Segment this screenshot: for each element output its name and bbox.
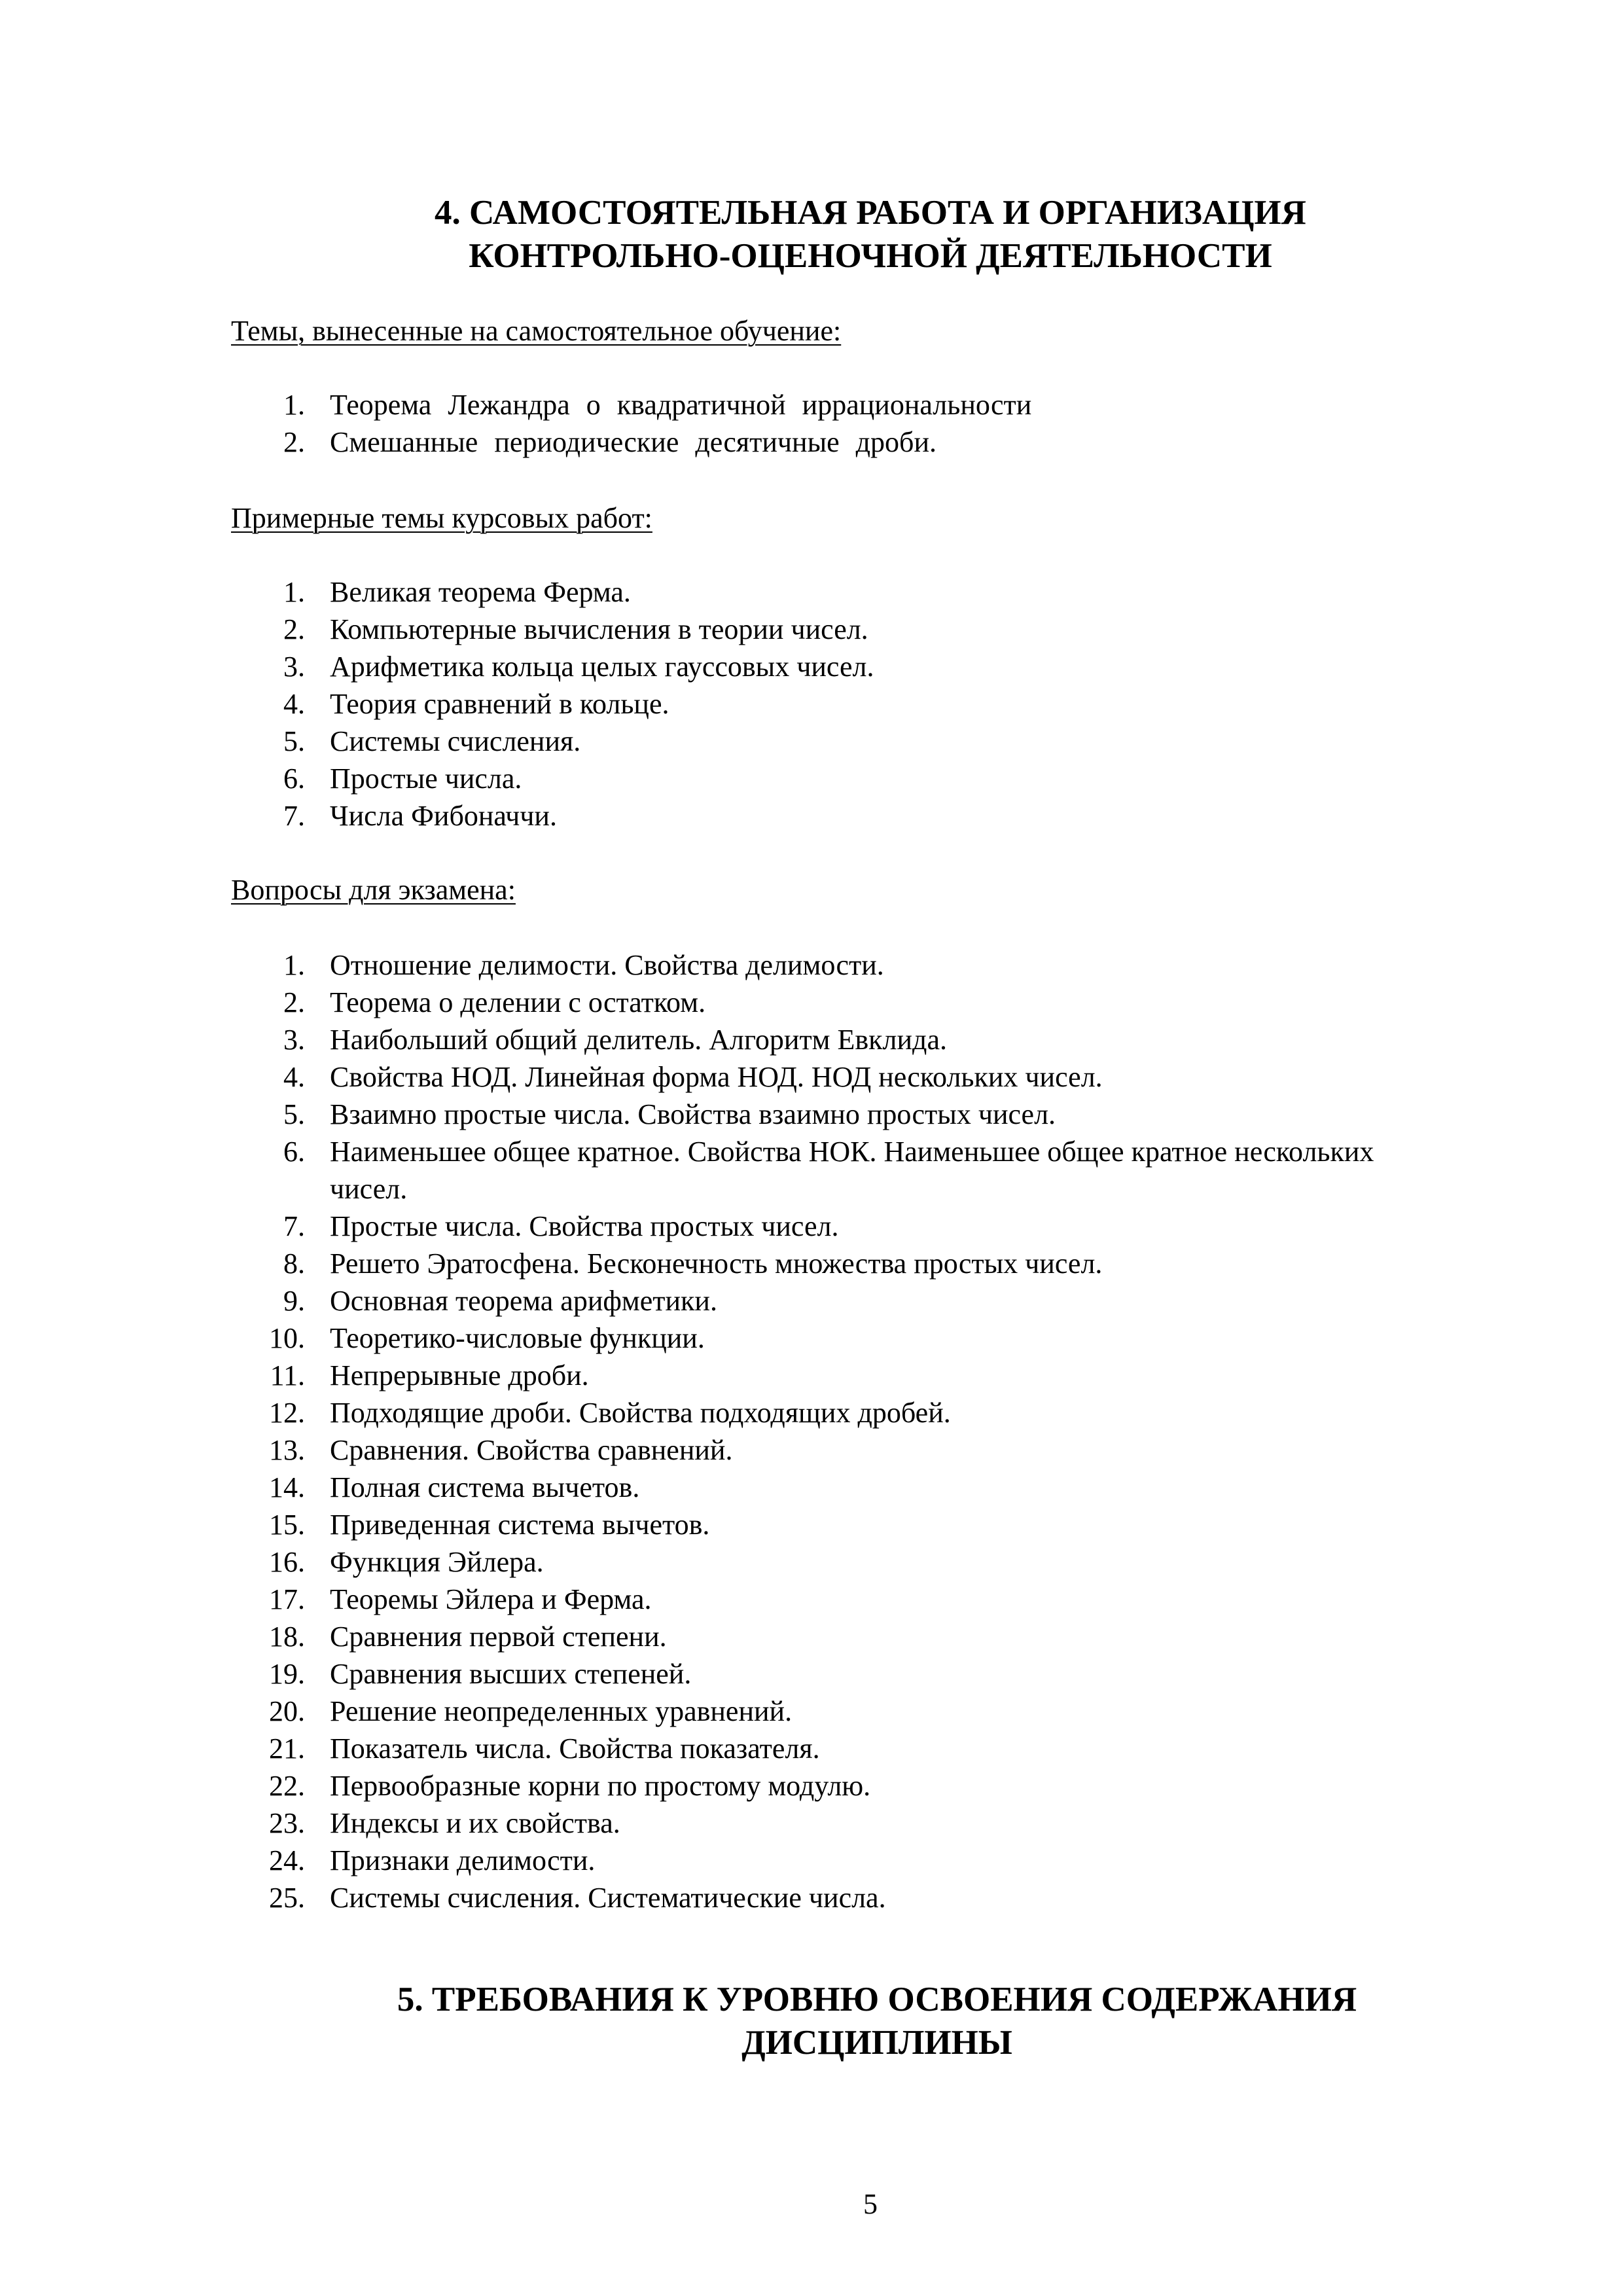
- list-item-number: 5.: [283, 1098, 305, 1130]
- list-item-text: Простые числа. Свойства простых чисел.: [330, 1210, 839, 1242]
- list-item: [0, 573, 1397, 611]
- list-item-text: Основная теорема арифметики.: [330, 1285, 717, 1317]
- list-item: [0, 1208, 1397, 1245]
- list-item-number: 9.: [283, 1285, 305, 1317]
- list-item-number: 2.: [283, 426, 305, 458]
- list-item-number: 3.: [283, 651, 305, 683]
- list-item-number: 4.: [283, 1061, 305, 1093]
- list-item-text: Сравнения первой степени.: [330, 1621, 667, 1653]
- list-item-text: Показатель числа. Свойства показателя.: [330, 1732, 820, 1765]
- coursework-label: Примерные темы курсовых работ:: [231, 502, 652, 534]
- list-item-text: Полная система вычетов.: [330, 1471, 640, 1503]
- list-item-text: Простые числа.: [330, 762, 522, 795]
- exam-questions-list: [0, 946, 1623, 1916]
- list-item: [0, 648, 1397, 685]
- list-item-number: 4.: [283, 688, 305, 720]
- list-item-text: Смешанные периодические десятичные дроби.: [330, 426, 936, 458]
- list-item-number: 20.: [269, 1695, 305, 1727]
- list-item-text: Системы счисления.: [330, 725, 581, 757]
- list-item: [0, 1021, 1397, 1058]
- list-item: [0, 1319, 1397, 1357]
- list-item: [0, 760, 1397, 797]
- list-item-number: 17.: [269, 1583, 305, 1615]
- list-item: [0, 1431, 1397, 1469]
- list-item-number: 15.: [269, 1509, 305, 1541]
- section-4-title-line-1: 4. САМОСТОЯТЕЛЬНАЯ РАБОТА И ОРГАНИЗАЦИЯ: [435, 194, 1306, 232]
- list-item-number: 14.: [269, 1471, 305, 1503]
- list-item-number: 11.: [270, 1359, 305, 1391]
- list-item-text: Сравнения высших степеней.: [330, 1658, 692, 1690]
- list-item-text: Теоретико-числовые функции.: [330, 1322, 705, 1354]
- list-item-number: 25.: [269, 1882, 305, 1914]
- list-item-text: Компьютерные вычисления в теории чисел.: [330, 613, 868, 645]
- list-item: [0, 1879, 1397, 1916]
- list-item-text: Теоремы Эйлера и Ферма.: [330, 1583, 652, 1615]
- list-item: [0, 946, 1397, 984]
- list-item: [0, 1730, 1397, 1767]
- list-item-text: Великая теорема Ферма.: [330, 576, 631, 608]
- list-item: [0, 1058, 1397, 1096]
- section-5-title-line-1: 5. ТРЕБОВАНИЯ К УРОВНЮ ОСВОЕНИЯ СОДЕРЖАНИЯ: [397, 1981, 1357, 2018]
- list-item-text: Решение неопределенных уравнений.: [330, 1695, 793, 1727]
- list-item-text: Отношение делимости. Свойства делимости.: [330, 949, 884, 981]
- exam-questions-label: Вопросы для экзамена:: [231, 874, 516, 906]
- section-4-title: [223, 191, 1518, 278]
- list-item-number: 13.: [269, 1434, 305, 1466]
- list-item-text: Взаимно простые числа. Свойства взаимно простых чисел.: [330, 1098, 1056, 1130]
- list-item-number: 6.: [283, 1136, 305, 1168]
- list-item-text: Наибольший общий делитель. Алгоритм Евклида.: [330, 1024, 947, 1056]
- list-item: [0, 1581, 1397, 1618]
- list-item: [0, 685, 1397, 723]
- list-item-number: 10.: [269, 1322, 305, 1354]
- list-item-number: 19.: [269, 1658, 305, 1690]
- list-item-text: Функция Эйлера.: [330, 1546, 544, 1578]
- list-item-text: Решето Эратосфена. Бесконечность множества простых чисел.: [330, 1247, 1103, 1280]
- list-item: [0, 423, 1397, 461]
- list-item-text: Теорема о делении с остатком.: [330, 986, 706, 1018]
- list-item-text: Индексы и их свойства.: [330, 1807, 620, 1839]
- self-study-list: [0, 386, 1623, 461]
- list-item-text: Непрерывные дроби.: [330, 1359, 589, 1391]
- list-item-number: 24.: [269, 1844, 305, 1876]
- list-item: [0, 1394, 1397, 1431]
- list-item-text: Системы счисления. Систематические числа.: [330, 1882, 886, 1914]
- list-item-text: Теория сравнений в кольце.: [330, 688, 669, 720]
- list-item-number: 7.: [283, 800, 305, 832]
- list-item: [0, 1767, 1397, 1804]
- list-item: [0, 797, 1397, 834]
- list-item: [0, 1506, 1397, 1543]
- list-item-number: 3.: [283, 1024, 305, 1056]
- list-item-number: 1.: [283, 576, 305, 608]
- list-item-text: Теорема Лежандра о квадратичной иррациональности: [330, 389, 1032, 421]
- list-item-number: 12.: [269, 1397, 305, 1429]
- list-item: [0, 723, 1397, 760]
- list-item-number: 1.: [283, 389, 305, 421]
- list-item: [0, 1357, 1397, 1394]
- list-item-number: 2.: [283, 613, 305, 645]
- list-item: [0, 611, 1397, 648]
- list-item-text: Подходящие дроби. Свойства подходящих дробей.: [330, 1397, 951, 1429]
- list-item: [0, 386, 1397, 423]
- list-item: [0, 1804, 1397, 1842]
- list-item: [0, 1133, 1397, 1208]
- list-item: [0, 1245, 1397, 1282]
- list-item-number: 7.: [283, 1210, 305, 1242]
- page-number: 5: [863, 2188, 878, 2220]
- list-item: [0, 1842, 1397, 1879]
- list-item: [0, 1655, 1397, 1693]
- list-item: [0, 984, 1397, 1021]
- list-item: [0, 1469, 1397, 1506]
- section-4-title-line-2: КОНТРОЛЬНО-ОЦЕНОЧНОЙ ДЕЯТЕЛЬНОСТИ: [469, 237, 1272, 275]
- self-study-label: Темы, вынесенные на самостоятельное обучение:: [231, 315, 842, 347]
- list-item: [0, 1693, 1397, 1730]
- list-item-number: 22.: [269, 1770, 305, 1802]
- list-item-number: 1.: [283, 949, 305, 981]
- list-item-number: 2.: [283, 986, 305, 1018]
- list-item: [0, 1618, 1397, 1655]
- list-item-text: Арифметика кольца целых гауссовых чисел.: [330, 651, 874, 683]
- list-item-number: 5.: [283, 725, 305, 757]
- list-item-number: 16.: [269, 1546, 305, 1578]
- list-item: [0, 1282, 1397, 1319]
- list-item: [0, 1543, 1397, 1581]
- list-item-text: Приведенная система вычетов.: [330, 1509, 710, 1541]
- section-5-title: [229, 1978, 1525, 2064]
- list-item-number: 23.: [269, 1807, 305, 1839]
- list-item-number: 18.: [269, 1621, 305, 1653]
- list-item-text: Сравнения. Свойства сравнений.: [330, 1434, 733, 1466]
- list-item: [0, 1096, 1397, 1133]
- list-item-text: Первообразные корни по простому модулю.: [330, 1770, 871, 1802]
- list-item-number: 21.: [269, 1732, 305, 1765]
- list-item-text: Свойства НОД. Линейная форма НОД. НОД нескольких чисел.: [330, 1061, 1103, 1093]
- list-item-number: 8.: [283, 1247, 305, 1280]
- list-item-number: 6.: [283, 762, 305, 795]
- list-item-text: Признаки делимости.: [330, 1844, 596, 1876]
- section-5-title-line-2: ДИСЦИПЛИНЫ: [741, 2024, 1012, 2062]
- coursework-list: [0, 573, 1623, 834]
- list-item-text: Числа Фибоначчи.: [330, 800, 557, 832]
- list-item-text: Наименьшее общее кратное. Свойства НОК. Наименьшее общее кратное нескольких чисел.: [330, 1136, 1374, 1205]
